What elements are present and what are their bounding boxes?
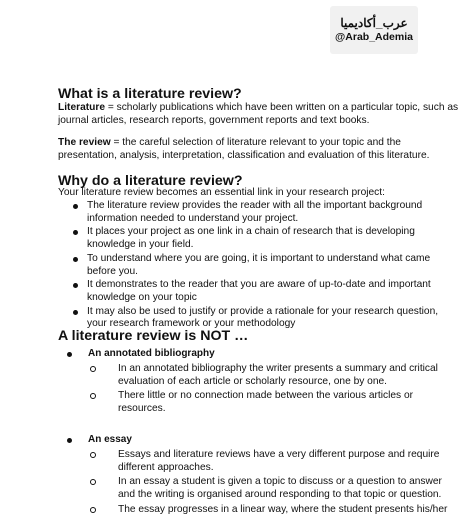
review-definition-text: = the careful selection of literature relevant to your topic and the presentation, analysis, interpretation, classification and evaluation of this literature. [58, 137, 430, 161]
spacer [58, 416, 460, 434]
sub-item-text: Essays and literature reviews have a very different purpose and require different approaches. [118, 448, 440, 473]
watermark-handle: @Arab_Ademia [335, 31, 413, 43]
review-definition [58, 137, 460, 163]
is-not-list [58, 348, 460, 517]
watermark-logo [330, 6, 418, 54]
review-term: The review [58, 137, 111, 148]
bullet-icon [73, 310, 78, 315]
bullet-icon [67, 352, 72, 357]
literature-definition-text: = scholarly publications which have been written on a particular topic, such as journal articles, research reports, government reports and text books. [58, 102, 459, 126]
sub-item-text: In an annotated bibliography the writer presents a summary and critical evaluation of each article or scholarly resource, one by one. [118, 362, 438, 387]
hollow-bullet-icon [90, 366, 96, 372]
heading-why-literature-review: Why do a literature review? [58, 173, 243, 189]
list-item-text: The literature review provides the reader with all the important background information needed to understand your project. [87, 200, 423, 224]
hollow-bullet-icon [90, 507, 96, 513]
list-item-text: To understand where you are going, it is important to understand what came before you. [87, 252, 431, 277]
bullet-icon [73, 230, 78, 235]
list-item [58, 200, 460, 226]
list-item [58, 279, 460, 305]
why-reasons-list [58, 200, 460, 332]
watermark-arabic-text: عرب_أكاديميا [340, 16, 408, 30]
sub-item-text: In an essay a student is given a topic to discuss or a question to answer and the writing is organised around responding to that topic or question. [118, 476, 442, 501]
bullet-icon [67, 438, 72, 443]
sub-item-text: The essay progresses in a linear way, where the student presents his/her [118, 503, 448, 515]
sub-list-item [58, 390, 460, 416]
literature-term: Literature [58, 102, 105, 113]
hollow-bullet-icon [90, 393, 96, 399]
literature-definition [58, 102, 460, 128]
heading-what-is-literature-review: What is a literature review? [58, 86, 242, 102]
list-item-text: It places your project as one link in a chain of research that is developing knowledge in your field. [87, 226, 415, 251]
sub-list-item [58, 476, 460, 502]
bullet-icon [73, 283, 78, 288]
hollow-bullet-icon [90, 479, 96, 485]
bullet-icon [73, 257, 78, 262]
sub-list-item [58, 504, 460, 517]
list-item-text: It demonstrates to the reader that you are aware of up-to-date and important knowledge on your topic [87, 279, 431, 303]
item-title: An annotated bibliography [88, 348, 215, 359]
list-item-annotated-bibliography [58, 348, 460, 361]
list-item [58, 253, 460, 279]
why-intro-text: Your literature review becomes an essential link in your research project: [58, 187, 385, 198]
list-item [58, 226, 460, 252]
heading-literature-review-is-not: A literature review is NOT … [58, 328, 249, 344]
sub-list-item [58, 449, 460, 475]
hollow-bullet-icon [90, 452, 96, 458]
sub-item-text: There little or no connection made between the various articles or resources. [118, 390, 414, 415]
item-title: An essay [88, 433, 132, 445]
sub-list-item [58, 363, 460, 389]
bullet-icon [73, 204, 78, 209]
list-item-text: It may also be used to justify or provide a rationale for your research question, your research framework or your methodology [87, 305, 439, 330]
list-item-essay [58, 434, 460, 447]
